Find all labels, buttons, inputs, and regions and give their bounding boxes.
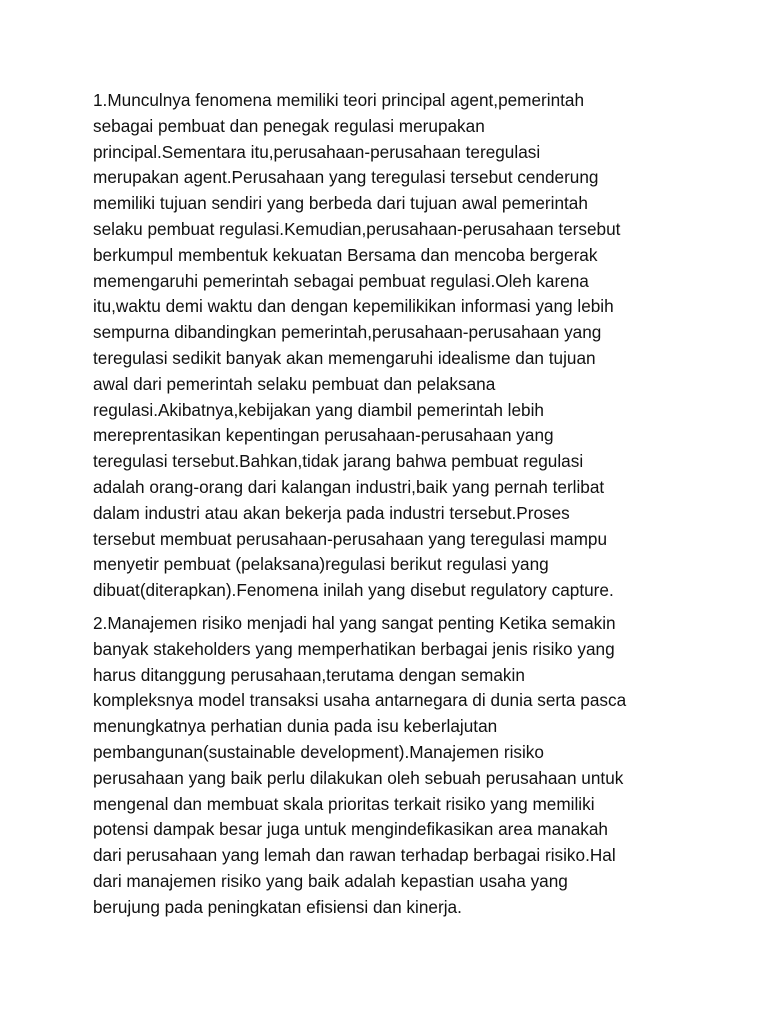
text-line: principal.Sementara itu,perusahaan-perusahaan teregulasi (93, 141, 541, 162)
text-line: itu,waktu demi waktu dan dengan kepemilikikan informasi yang lebih (93, 296, 614, 317)
text-line: memiliki tujuan sendiri yang berbeda dari tujuan awal pemerintah (93, 193, 588, 214)
text-line: menyetir pembuat (pelaksana)regulasi berikut regulasi yang (93, 554, 549, 575)
text-line: sempurna dibandingkan pemerintah,perusahaan-perusahaan yang (93, 322, 602, 343)
text-line: merupakan agent.Perusahaan yang teregulasi tersebut cenderung (93, 167, 599, 188)
text-line: 1.Munculnya fenomena memiliki teori principal agent,pemerintah (93, 90, 585, 110)
text-line: harus ditanggung perusahaan,terutama dengan semakin (93, 664, 525, 685)
text-line: awal dari pemerintah selaku pembuat dan pelaksana (93, 373, 496, 394)
text-line: sebagai pembuat dan penegak regulasi merupakan (93, 115, 485, 136)
text-line: banyak stakeholders yang memperhatikan berbagai jenis risiko yang (93, 638, 615, 659)
text-line: berujung pada peningkatan efisiensi dan kinerja. (93, 896, 462, 917)
paragraph-2 (93, 611, 693, 921)
text-line: teregulasi sedikit banyak akan memengaruhi idealisme dan tujuan (93, 347, 596, 368)
text-line: kompleksnya model transaksi usaha antarnegara di dunia serta pasca (93, 690, 627, 711)
text-line: dalam industri atau akan bekerja pada industri tersebut.Proses (93, 502, 570, 523)
text-line: dari perusahaan yang lemah dan rawan terhadap berbagai risiko.Hal (93, 845, 616, 866)
text-line: potensi dampak besar juga untuk mengindefikasikan area manakah (93, 819, 608, 840)
paragraph-1 (93, 88, 693, 604)
text-line: perusahaan yang baik perlu dilakukan oleh sebuah perusahaan untuk (93, 767, 624, 788)
text-line: dari manajemen risiko yang baik adalah kepastian usaha yang (93, 870, 568, 891)
text-line: menungkatnya perhatian dunia pada isu keberlajutan (93, 716, 498, 737)
text-line: selaku pembuat regulasi.Kemudian,perusahaan-perusahaan tersebut (93, 218, 621, 239)
text-line: tersebut membuat perusahaan-perusahaan yang teregulasi mampu (93, 528, 608, 549)
text-line: adalah orang-orang dari kalangan industri,baik yang pernah terlibat (93, 476, 605, 497)
text-line: mereprentasikan kepentingan perusahaan-perusahaan yang (93, 425, 554, 446)
text-line: berkumpul membentuk kekuatan Bersama dan mencoba bergerak (93, 244, 598, 265)
text-line: dibuat(diterapkan).Fenomena inilah yang disebut regulatory capture. (93, 580, 614, 601)
document-body (93, 88, 693, 921)
text-line: mengenal dan membuat skala prioritas terkait risiko yang memiliki (93, 793, 595, 814)
text-line: 2.Manajemen risiko menjadi hal yang sangat penting Ketika semakin (93, 612, 616, 633)
text-line: regulasi.Akibatnya,kebijakan yang diambil pemerintah lebih (93, 399, 544, 420)
text-line: memengaruhi pemerintah sebagai pembuat regulasi.Oleh karena (93, 270, 589, 291)
text-line: pembangunan(sustainable development).Manajemen risiko (93, 741, 544, 762)
text-line: teregulasi tersebut.Bahkan,tidak jarang bahwa pembuat regulasi (93, 451, 584, 472)
